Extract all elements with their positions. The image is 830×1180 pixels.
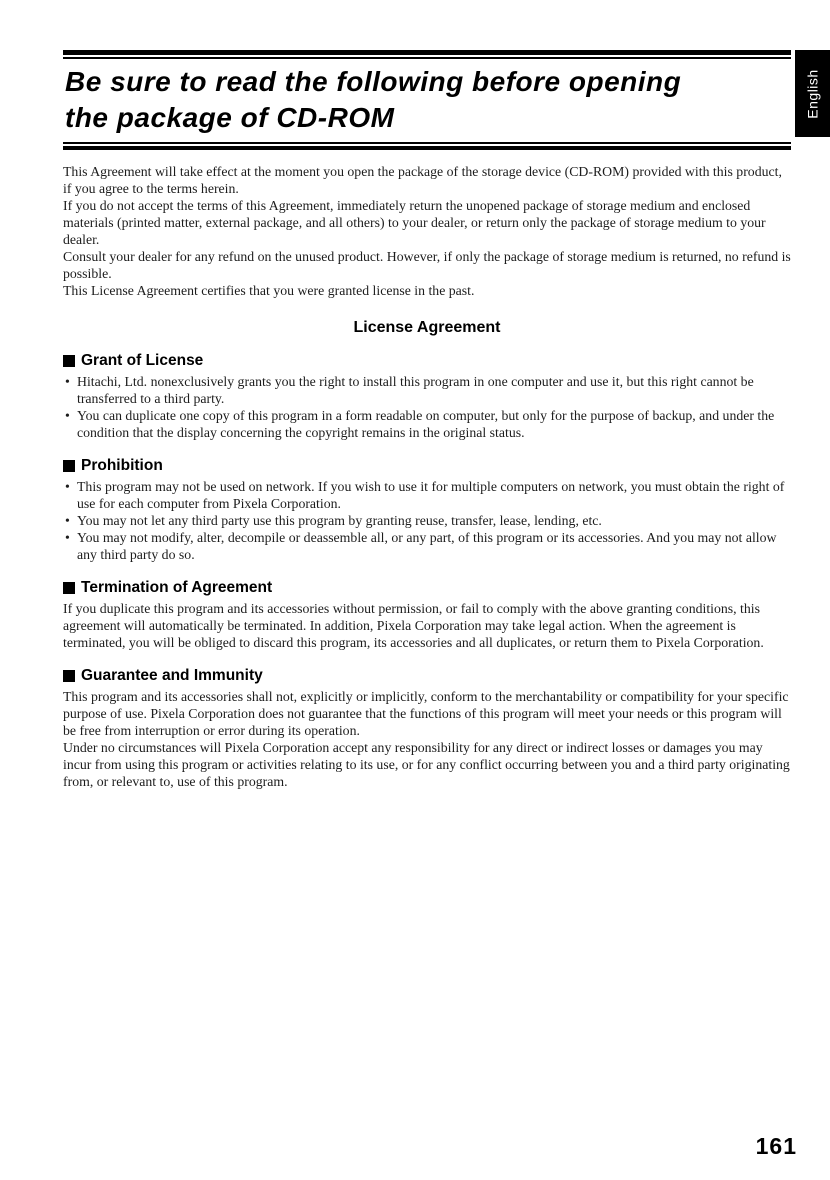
square-bullet-icon xyxy=(63,582,75,594)
section-grant-of-license xyxy=(63,352,791,441)
bullet-item: • You can duplicate one copy of this program in a form readable on computer, but only for the purpose of backup, and under the condition that the display concerning the copyright remains in the original status. xyxy=(63,407,791,441)
section-guarantee-and-immunity xyxy=(63,667,791,790)
section-heading xyxy=(63,579,791,596)
bullet-item: • You may not let any third party use this program by granting reuse, transfer, lease, lending, etc. xyxy=(63,512,791,529)
section-heading xyxy=(63,667,791,684)
page-header xyxy=(63,50,791,150)
license-note: This License Agreement certifies that you were granted license in the past. xyxy=(63,283,475,298)
agreement-heading: License Agreement xyxy=(353,319,501,336)
bullet-list xyxy=(63,373,791,441)
bullet-list xyxy=(63,478,791,563)
license-body xyxy=(63,163,791,790)
section-prohibition xyxy=(63,457,791,563)
square-bullet-icon xyxy=(63,355,75,367)
section-title: Guarantee and Immunity xyxy=(81,667,263,684)
intro-block xyxy=(63,163,791,299)
section-heading xyxy=(63,352,791,369)
bullet-item: • Hitachi, Ltd. nonexclusively grants you the right to install this program in one computer and use it, but this right cannot be transferred to a third party. xyxy=(63,373,791,407)
bullet-item: • This program may not be used on network. If you wish to use it for multiple computers on network, you must obtain the right of use for each computer from Pixela Corporation. xyxy=(63,478,791,512)
intro-paragraph: Consult your dealer for any refund on the unused product. However, if only the package of storage medium is returned, no refund is possible. xyxy=(63,249,791,281)
section-title: Prohibition xyxy=(81,457,163,474)
square-bullet-icon xyxy=(63,670,75,682)
section-paragraph: Under no circumstances will Pixela Corporation accept any responsibility for any direct or indirect losses or damages you may incur from using this program or activities relating to its use, or for any conflict occurring between you and a third party originating from, or relevant to, use of this program. xyxy=(63,740,790,789)
page-title xyxy=(63,59,791,142)
header-top-rule xyxy=(63,50,791,59)
section-title: Termination of Agreement xyxy=(81,579,273,596)
header-bottom-rule xyxy=(63,142,791,150)
square-bullet-icon xyxy=(63,460,75,472)
language-tab-label: English xyxy=(804,68,821,119)
section-paragraph: This program and its accessories shall not, explicitly or implicitly, conform to the merchantability or compatibility for your specific purpose of use. Pixela Corporation does not guarantee that the functions of this program will meet your needs or this program will be free from interruption or error during its operation. xyxy=(63,689,789,738)
intro-paragraph: This Agreement will take effect at the moment you open the package of the storage device (CD-ROM) provided with this product, if you agree to the terms herein. xyxy=(63,164,782,196)
intro-paragraph: If you do not accept the terms of this Agreement, immediately return the unopened package of storage medium and enclosed materials (printed matter, external package, and all others) to your dealer, or return only the package of storage medium to your dealer. xyxy=(63,198,766,247)
bullet-item: • You may not modify, alter, decompile or deassemble all, or any part, of this program or its accessories. And you may not allow any third party do so. xyxy=(63,529,791,563)
page-title-line-1: Be sure to read the following before opening xyxy=(65,66,682,97)
section-paragraph: If you duplicate this program and its accessories without permission, or fail to comply with the above granting conditions, this agreement will automatically be terminated. In addition, Pixela Corporation may take legal action. When the agreement is terminated, you will be obliged to discard this program, its accessories and all duplicates, or return them to Pixela Corporation. xyxy=(63,601,764,650)
page-number: 161 xyxy=(755,1133,797,1159)
language-tab xyxy=(795,50,830,137)
section-title: Grant of License xyxy=(81,352,204,369)
section-termination-of-agreement xyxy=(63,579,791,651)
page-title-line-2: the package of CD-ROM xyxy=(65,102,395,133)
section-heading xyxy=(63,457,791,474)
